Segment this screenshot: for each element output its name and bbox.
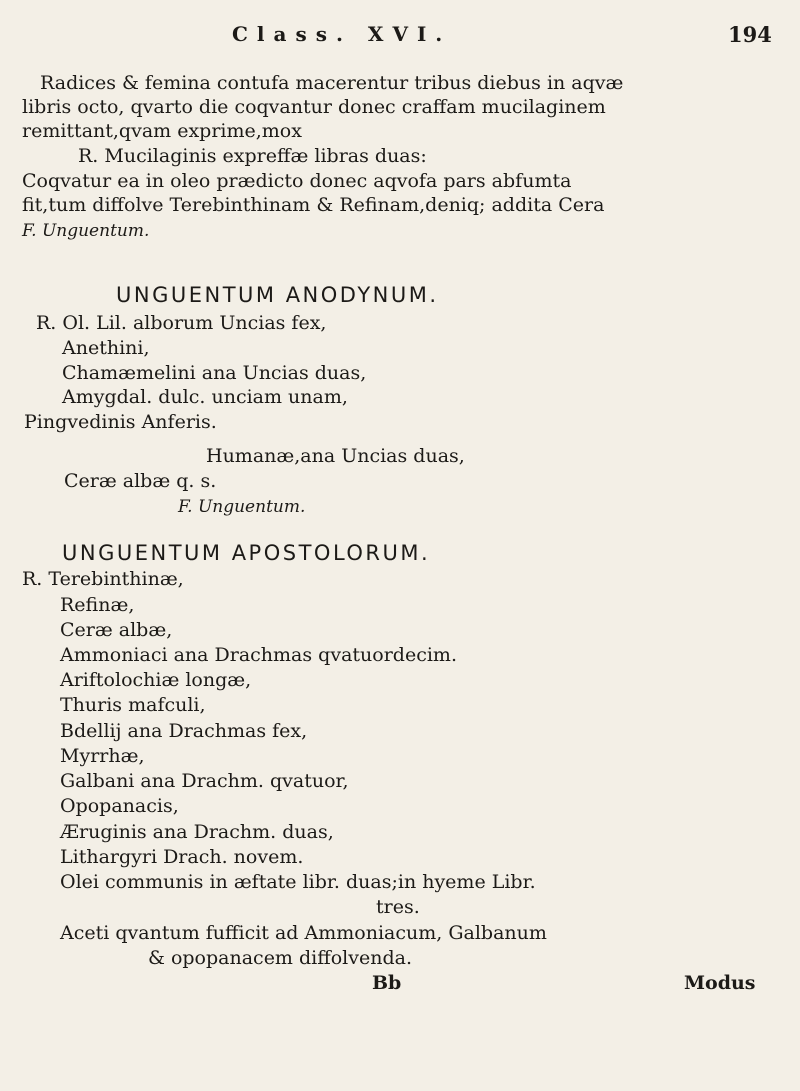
recipe-2-line-16: & opopanacem diffolvenda. bbox=[148, 947, 412, 969]
recipe-2-line-10: Opopanacis, bbox=[60, 795, 179, 817]
recipe-1-line-5: Pingvedinis Anferis. bbox=[24, 411, 217, 433]
recipe-1-line-4: Amygdal. dulc. unciam unam, bbox=[62, 386, 348, 408]
intro-line-5: Coqvatur ea in oleo prædicto donec aqvofa pars abfumta bbox=[22, 170, 572, 192]
intro-line-2: libris octo, qvarto die coqvantur donec craffam mucilaginem bbox=[22, 96, 606, 118]
signature-mark: Bb bbox=[372, 972, 402, 994]
recipe-2-line-6: Thuris mafculi, bbox=[60, 694, 206, 716]
recipe-2-line-4: Ammoniaci ana Drachmas qvatuordecim. bbox=[60, 644, 457, 666]
recipe-2-line-7: Bdellij ana Drachmas fex, bbox=[60, 720, 308, 742]
recipe-1-line-6: Humanæ,ana Uncias duas, bbox=[206, 445, 465, 467]
catchword: Modus bbox=[684, 972, 756, 994]
running-head: Class. XVI. bbox=[232, 22, 452, 46]
recipe-2-heading: UNGUENTUM APOSTOLORUM. bbox=[62, 541, 431, 565]
recipe-2-line-1: R. Terebinthinæ, bbox=[22, 568, 184, 590]
recipe-2-line-14: tres. bbox=[376, 896, 420, 918]
recipe-2-line-13: Olei communis in æftate libr. duas;in hyeme Libr. bbox=[60, 871, 536, 893]
recipe-2-line-12: Lithargyri Drach. novem. bbox=[60, 846, 304, 868]
page-number: 194 bbox=[728, 22, 772, 47]
recipe-2-line-8: Myrrhæ, bbox=[60, 745, 145, 767]
intro-line-3: remittant,qvam exprime,mox bbox=[22, 120, 302, 142]
recipe-1-line-2: Anethini, bbox=[62, 337, 150, 359]
intro-line-6: fit,tum diffolve Terebinthinam & Refinam,deniq; addita Cera bbox=[22, 194, 605, 216]
recipe-2-line-9: Galbani ana Drachm. qvatuor, bbox=[60, 770, 349, 792]
intro-line-4: R. Mucilaginis expreffæ libras duas: bbox=[78, 145, 427, 167]
recipe-1-heading: UNGUENTUM ANODYNUM. bbox=[116, 283, 439, 307]
recipe-1-line-8: F. Unguentum. bbox=[178, 497, 306, 517]
recipe-1-line-3: Chamæmelini ana Uncias duas, bbox=[62, 362, 367, 384]
intro-line-7: F. Unguentum. bbox=[22, 221, 150, 241]
recipe-2-line-3: Ceræ albæ, bbox=[60, 619, 173, 641]
recipe-1-line-7: Ceræ albæ q. s. bbox=[64, 470, 217, 492]
recipe-1-line-1: R. Ol. Lil. alborum Uncias fex, bbox=[36, 312, 327, 334]
recipe-2-line-11: Æruginis ana Drachm. duas, bbox=[60, 821, 334, 843]
recipe-2-line-15: Aceti qvantum fufficit ad Ammoniacum, Galbanum bbox=[60, 922, 547, 944]
recipe-2-line-5: Ariftolochiæ longæ, bbox=[60, 669, 252, 691]
intro-line-1: Radices & femina contufa macerentur tribus diebus in aqvæ bbox=[40, 72, 624, 94]
recipe-2-line-2: Refinæ, bbox=[60, 594, 135, 616]
